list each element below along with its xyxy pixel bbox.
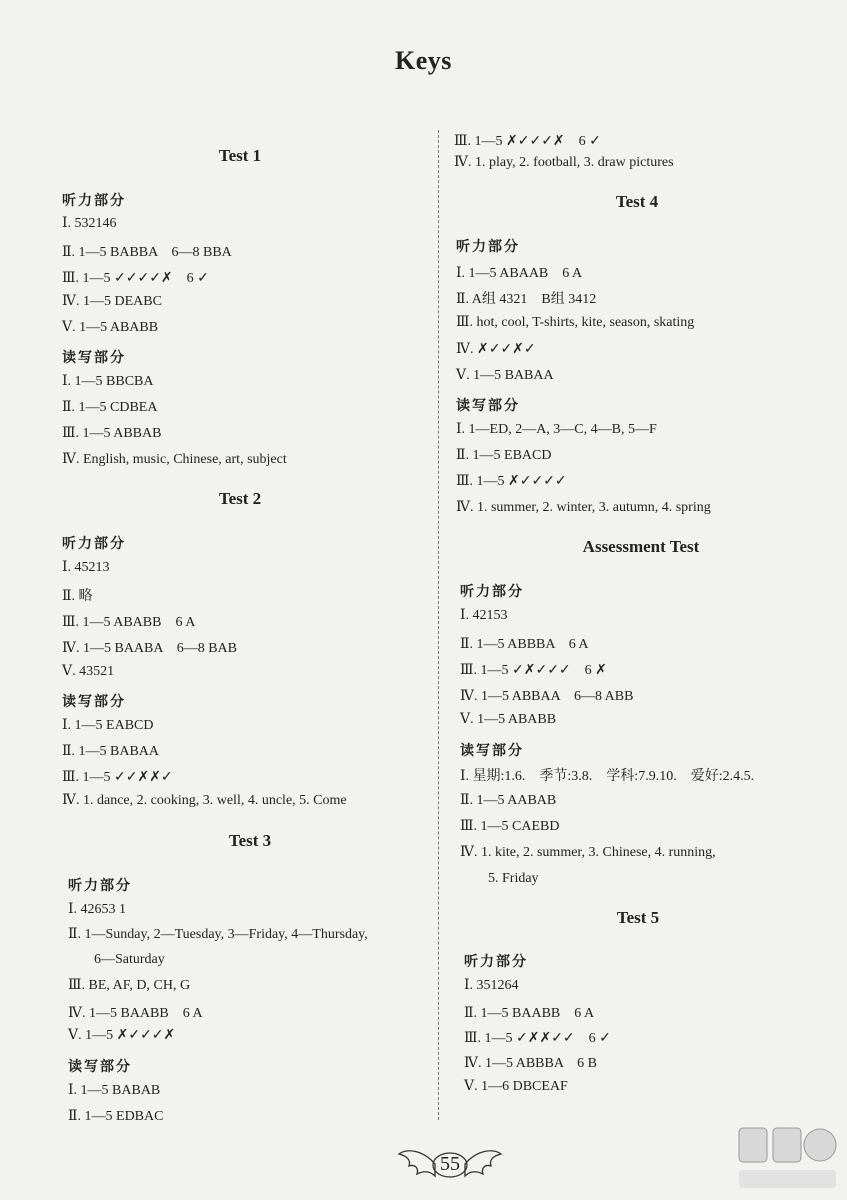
test4-title: Test 4: [615, 192, 659, 211]
test3-reading-line: Ⅱ. 1—5 EDBAC: [68, 1109, 164, 1124]
assessment-reading-line: 5. Friday: [488, 871, 539, 886]
test1-listening-line: Ⅰ. 532146: [62, 216, 117, 231]
assessment-reading-label: 读写部分: [460, 743, 524, 759]
test4-listening-line: Ⅱ. A组 4321 B组 3412: [456, 292, 597, 307]
test1-listening-line: Ⅱ. 1—5 BABBA 6—8 BBA: [62, 245, 232, 260]
test4-listening-line: Ⅲ. hot, cool, T-shirts, kite, season, skating: [456, 315, 695, 330]
test5-listening-label: 听力部分: [464, 954, 528, 970]
watermark-logo: [735, 1120, 840, 1195]
assessment-listening-line: Ⅲ. 1—5 ✓✗✓✓✓ 6 ✗: [460, 663, 607, 678]
test5-listening-line: Ⅰ. 351264: [464, 978, 519, 993]
watermark-logo-icon: [735, 1120, 840, 1195]
test3-continued-line: Ⅳ. 1. play, 2. football, 3. draw pictures: [454, 155, 674, 170]
test3-listening-line: Ⅴ. 1—5 ✗✓✓✓✗: [68, 1028, 176, 1043]
test3-listening-line: Ⅱ. 1—Sunday, 2—Tuesday, 3—Friday, 4—Thursday,: [68, 927, 368, 942]
test4-reading-line: Ⅳ. 1. summer, 2. winter, 3. autumn, 4. spring: [456, 500, 711, 515]
test4-reading-label: 读写部分: [456, 398, 520, 414]
assessment-listening-line: Ⅱ. 1—5 ABBBA 6 A: [460, 637, 589, 652]
test5-listening-line: Ⅲ. 1—5 ✓✗✗✓✓ 6 ✓: [464, 1031, 611, 1046]
test5-title: Test 5: [616, 908, 660, 927]
test2-reading-line: Ⅳ. 1. dance, 2. cooking, 3. well, 4. uncle, 5. Come: [62, 793, 347, 808]
column-divider: [438, 130, 439, 1120]
assessment-reading-line: Ⅱ. 1—5 AABAB: [460, 793, 557, 808]
test4-reading-line: Ⅰ. 1—ED, 2—A, 3—C, 4—B, 5—F: [456, 422, 657, 437]
test3-title: Test 3: [228, 831, 272, 850]
test1-reading-line: Ⅲ. 1—5 ABBAB: [62, 426, 162, 441]
assessment-reading-line: Ⅲ. 1—5 CAEBD: [460, 819, 560, 834]
test2-listening-label: 听力部分: [62, 536, 126, 552]
test1-listening-label: 听力部分: [62, 193, 126, 209]
test4-listening-line: Ⅳ. ✗✓✓✗✓: [456, 342, 536, 357]
test1-listening-line: Ⅴ. 1—5 ABABB: [62, 320, 159, 335]
test4-listening-line: Ⅴ. 1—5 BABAA: [456, 368, 554, 383]
page-number-badge: [395, 1138, 505, 1190]
test2-listening-line: Ⅴ. 43521: [62, 664, 115, 679]
page-title: Keys: [395, 46, 452, 75]
test1-listening-line: Ⅲ. 1—5 ✓✓✓✓✗ 6 ✓: [62, 271, 209, 286]
test4-reading-line: Ⅲ. 1—5 ✗✓✓✓✓: [456, 474, 567, 489]
assessment-reading-line: Ⅳ. 1. kite, 2. summer, 3. Chinese, 4. running,: [460, 845, 716, 860]
test2-reading-label: 读写部分: [62, 694, 126, 710]
test2-listening-line: Ⅲ. 1—5 ABABB 6 A: [62, 615, 196, 630]
test3-listening-line: 6—Saturday: [94, 952, 165, 967]
test3-continued-line: Ⅲ. 1—5 ✗✓✓✓✗ 6 ✓: [454, 134, 601, 149]
test3-listening-line: Ⅲ. BE, AF, D, CH, G: [68, 978, 191, 993]
assessment-title: Assessment Test: [582, 537, 700, 556]
assessment-listening-line: Ⅰ. 42153: [460, 608, 508, 623]
test2-reading-line: Ⅰ. 1—5 EABCD: [62, 718, 154, 733]
test3-listening-label: 听力部分: [68, 878, 132, 894]
test2-listening-line: Ⅳ. 1—5 BAABA 6—8 BAB: [62, 641, 238, 656]
test2-title: Test 2: [218, 489, 262, 508]
test5-listening-line: Ⅴ. 1—6 DBCEAF: [464, 1079, 568, 1094]
test4-listening-line: Ⅰ. 1—5 ABAAB 6 A: [456, 266, 583, 281]
assessment-listening-line: Ⅳ. 1—5 ABBAA 6—8 ABB: [460, 689, 634, 704]
test1-reading-label: 读写部分: [62, 350, 126, 366]
test5-listening-line: Ⅳ. 1—5 ABBBA 6 B: [464, 1056, 598, 1071]
test3-reading-line: Ⅰ. 1—5 BABAB: [68, 1083, 161, 1098]
test2-reading-line: Ⅱ. 1—5 BABAA: [62, 744, 160, 759]
test3-reading-label: 读写部分: [68, 1059, 132, 1075]
test2-listening-line: Ⅱ. 略: [62, 589, 93, 604]
test3-listening-line: Ⅳ. 1—5 BAABB 6 A: [68, 1006, 203, 1021]
test4-reading-line: Ⅱ. 1—5 EBACD: [456, 448, 552, 463]
test3-listening-line: Ⅰ. 42653 1: [68, 902, 127, 917]
test5-listening-line: Ⅱ. 1—5 BAABB 6 A: [464, 1006, 595, 1021]
assessment-reading-line: Ⅰ. 星期:1.6. 季节:3.8. 学科:7.9.10. 爱好:2.4.5.: [460, 769, 755, 784]
test1-title: Test 1: [218, 146, 262, 165]
test1-reading-line: Ⅰ. 1—5 BBCBA: [62, 374, 154, 389]
test2-reading-line: Ⅲ. 1—5 ✓✓✗✗✓: [62, 770, 173, 785]
test4-listening-label: 听力部分: [456, 239, 520, 255]
test2-listening-line: Ⅰ. 45213: [62, 560, 110, 575]
assessment-listening-label: 听力部分: [460, 584, 524, 600]
assessment-listening-line: Ⅴ. 1—5 ABABB: [460, 712, 557, 727]
test1-reading-line: Ⅳ. English, music, Chinese, art, subject: [62, 452, 287, 467]
test1-listening-line: Ⅳ. 1—5 DEABC: [62, 294, 162, 309]
test1-reading-line: Ⅱ. 1—5 CDBEA: [62, 400, 158, 415]
page-number: 55: [440, 1153, 460, 1175]
